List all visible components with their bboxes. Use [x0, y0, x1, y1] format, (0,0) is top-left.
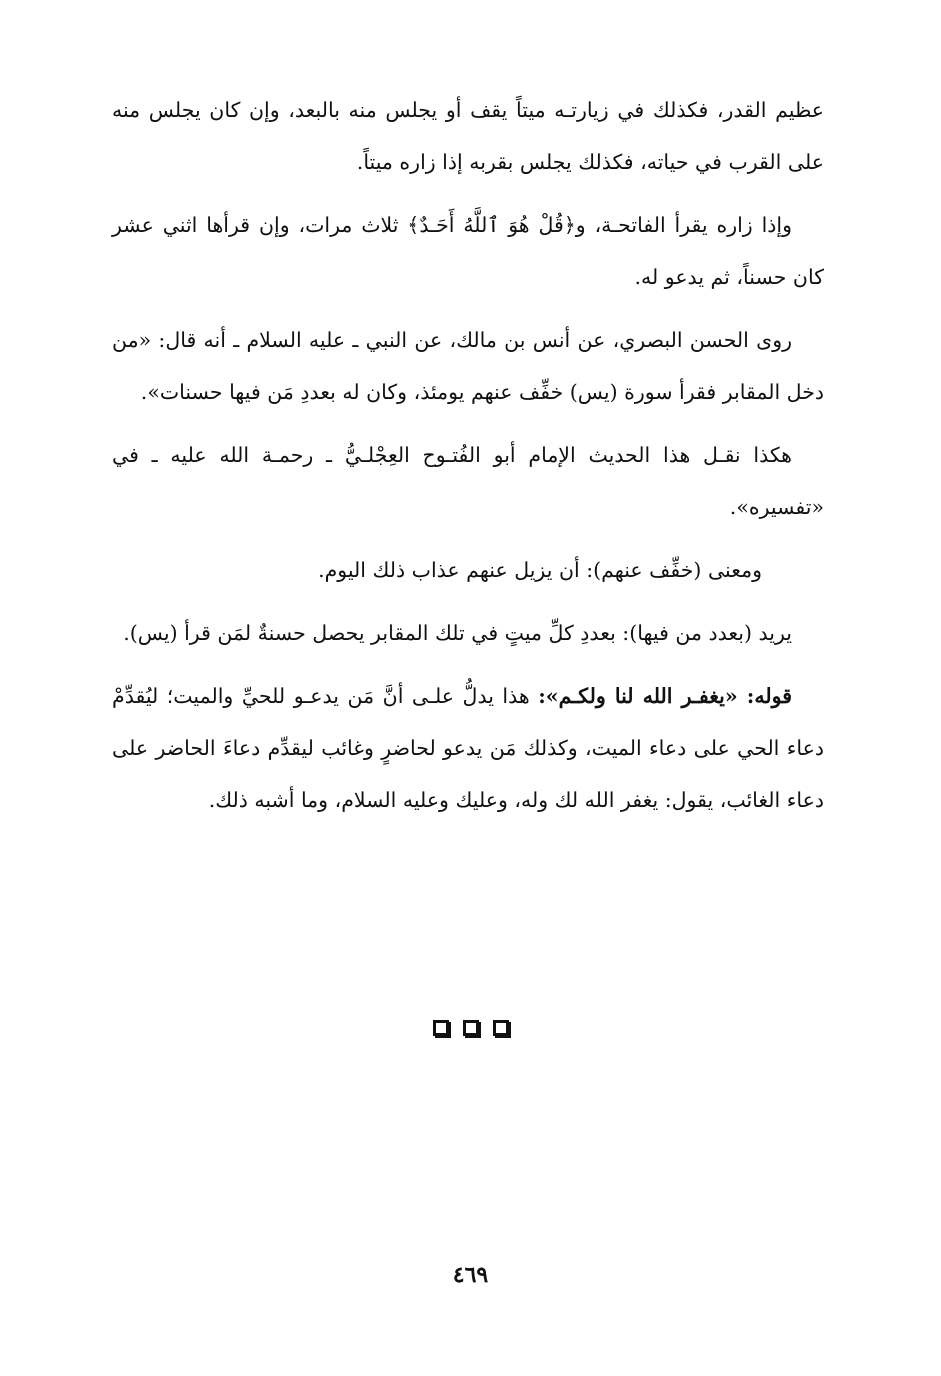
- page-body: [112, 84, 824, 837]
- paragraph-4: هكذا نقـل هذا الحديث الإمام أبو الفُتـوح العِجْلـيُّ ـ رحمـة الله عليه ـ في «تفسيره».: [112, 443, 824, 519]
- paragraph-3: روى الحسن البصري، عن أنس بن مالك، عن النبي ـ عليه السلام ـ أنه قال: «من دخل المقابر فقرأ سورة (يس) خفِّف عنهم يومئذ، وكان له بعددِ مَن فيها حسنات».: [112, 328, 824, 404]
- paragraph-7-body: هذا يدلُّ علـى أنَّ مَن يدعـو للحيِّ والميت؛ ليُقدِّمْ دعاء الحي على دعاء الميت، وكذلك مَن يدعو لحاضرٍ وغائب ليقدِّم دعاءَ الحاضر على دعاء الغائب، يقول: يغفر الله لك وله، وعليك وعليه السلام، وما أشبه ذلك.: [112, 684, 824, 812]
- ornament-square-icon: [463, 1020, 479, 1036]
- paragraph-2: وإذا زاره يقرأ الفاتحـة، و﴿قُلْ هُوَ ٱللَّهُ أَحَـدٌ﴾ ثلاث مرات، وإن قرأها اثني عشر كان حسناً، ثم يدعو له.: [112, 213, 824, 289]
- paragraph-5: ومعنى (خفِّف عنهم): أن يزيل عنهم عذاب ذلك اليوم.: [318, 558, 762, 582]
- paragraph-6: يريد (بعدد من فيها): بعددِ كلِّ ميتٍ في تلك المقابر يحصل حسنةٌ لمَن قرأ (يس).: [123, 621, 792, 645]
- ornament-square-icon: [433, 1020, 449, 1036]
- three-square-ornament-icon: [0, 1020, 941, 1036]
- paragraph-1: عظيم القدر، فكذلك في زيارتـه ميتاً يقف أو يجلس منه بالبعد، وإن كان يجلس منه على القرب في حياته، فكذلك يجلس بقربه إذا زاره ميتاً.: [112, 98, 824, 174]
- paragraph-7: [112, 670, 824, 826]
- ornament-square-icon: [493, 1020, 509, 1036]
- page-number: ٤٦٩: [452, 1262, 489, 1288]
- quoted-phrase-lead: قوله: «يغفـر الله لنا ولكـم»:: [538, 684, 792, 708]
